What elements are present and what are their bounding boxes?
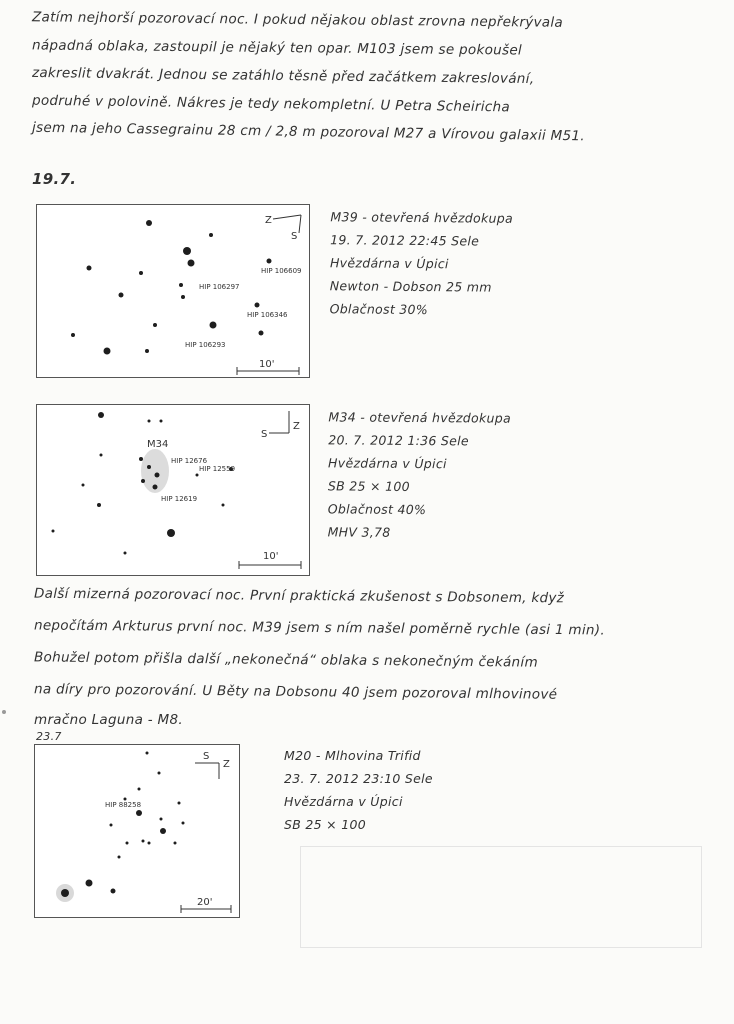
orientation-label: Z (223, 759, 230, 770)
middle-line: na díry pro pozorování. U Běty na Dobsonu 40 jsem pozoroval mlhovinové (33, 681, 558, 703)
intro-line: podruhé v polovině. Nákres je tedy nekompletní. U Petra Scheiricha (31, 92, 511, 116)
star (259, 331, 264, 336)
info-line: M39 - otevřená hvězdokupa (330, 209, 514, 226)
star (146, 752, 149, 755)
star (188, 260, 195, 267)
star-label: HIP 88258 (105, 801, 142, 809)
sketch-m20 (34, 744, 240, 918)
date-heading: 19.7. (32, 170, 77, 188)
star (160, 818, 163, 821)
star (158, 772, 161, 775)
star (148, 420, 151, 423)
star (124, 552, 127, 555)
orientation-arrows (195, 751, 230, 779)
middle-line: mračno Laguna - M8. (34, 712, 183, 728)
star (183, 247, 191, 255)
orientation-arrows (265, 215, 301, 242)
info-line: MHV 3,78 (327, 524, 391, 540)
scale-label: 20' (197, 897, 213, 908)
info-line: Hvězdárna v Úpici (284, 794, 403, 809)
star (181, 295, 185, 299)
info-line: Hvězdárna v Úpici (328, 455, 447, 472)
star-label: HIP 12619 (161, 495, 198, 503)
star-label: HIP 106293 (185, 341, 226, 349)
star (155, 473, 160, 478)
scale-label: 10' (259, 359, 275, 370)
star (145, 349, 149, 353)
orientation-arrows (261, 411, 300, 440)
scale-bar (239, 551, 301, 569)
star (209, 233, 213, 237)
info-line: Newton - Dobson 25 mm (329, 278, 492, 295)
star (160, 828, 166, 834)
star (142, 840, 145, 843)
star (118, 856, 121, 859)
info-line: SB 25 × 100 (284, 817, 366, 832)
star (182, 822, 185, 825)
star (82, 484, 85, 487)
star (141, 479, 145, 483)
star (160, 420, 163, 423)
star (147, 465, 151, 469)
info-line: Oblačnost 40% (327, 501, 427, 518)
star (153, 485, 158, 490)
star (86, 880, 93, 887)
star-label: HIP 106297 (199, 283, 240, 291)
star (167, 529, 175, 537)
info-line: M34 - otevřená hvězdokupa (328, 409, 512, 426)
scale-label: 10' (263, 551, 279, 562)
star (138, 788, 141, 791)
star (52, 530, 55, 533)
middle-line: Další mizerná pozorovací noc. První praktická zkušenost s Dobsonem, když (33, 585, 565, 607)
star (210, 322, 217, 329)
info-line: SB 25 × 100 (327, 478, 410, 494)
star (98, 412, 104, 418)
star (179, 283, 183, 287)
star (87, 266, 92, 271)
star-field (35, 745, 239, 917)
info-line: 23. 7. 2012 23:10 Sele (284, 771, 433, 786)
bleed-through-box (300, 846, 702, 948)
intro-line: Zatím nejhorší pozorovací noc. I pokud nějakou oblast zrovna nepřekrývala (31, 9, 564, 31)
star (71, 333, 75, 337)
orientation-label: S (261, 429, 268, 440)
star (146, 220, 152, 226)
paper-mark (2, 710, 6, 714)
info-line: 19. 7. 2012 22:45 Sele (330, 232, 480, 249)
star (136, 810, 142, 816)
star-label: HIP 106346 (247, 311, 288, 319)
star-label: HIP 106609 (261, 267, 302, 275)
scale-bar (181, 897, 231, 913)
star (139, 271, 143, 275)
star-field (37, 205, 309, 377)
star (196, 474, 199, 477)
middle-line: nepočítám Arkturus první noc. M39 jsem s ním našel poměrně rychle (asi 1 min). (33, 617, 606, 639)
star (139, 457, 143, 461)
star (148, 842, 151, 845)
info-line: 20. 7. 2012 1:36 Sele (328, 432, 469, 449)
star (110, 824, 113, 827)
star (111, 889, 116, 894)
star (255, 303, 260, 308)
sketch-m34 (36, 404, 310, 576)
star (267, 259, 272, 264)
star (178, 802, 181, 805)
star (61, 889, 69, 897)
sketch-m39 (36, 204, 310, 378)
intro-line: jsem na jeho Cassegrainu 28 cm / 2,8 m pozoroval M27 a Vírovou galaxii M51. (31, 119, 586, 145)
info-line: M20 - Mlhovina Trifid (284, 748, 421, 763)
orientation-label: S (291, 231, 298, 242)
orientation-label: S (203, 751, 210, 762)
star-field (37, 405, 309, 575)
star (104, 348, 111, 355)
star (119, 293, 124, 298)
observation-info-m34 (328, 405, 512, 544)
star (222, 504, 225, 507)
star (174, 842, 177, 845)
star (97, 503, 101, 507)
middle-line: Bohužel potom přišla další „nekonečná“ oblaka s nekonečným čekáním (33, 649, 539, 671)
star-label: HIP 12676 (171, 457, 208, 465)
intro-line: nápadná oblaka, zastoupil je nějaký ten opar. M103 jsem se pokoušel (31, 37, 523, 59)
observation-info-m20 (284, 744, 433, 836)
info-line: Hvězdárna v Úpici (329, 255, 449, 272)
intro-line: zakreslit dvakrát. Jednou se zatáhlo těsně před začátkem zakreslování, (31, 64, 535, 88)
star (153, 323, 157, 327)
date-heading: 23.7 (36, 730, 62, 743)
scale-bar (237, 359, 299, 375)
observation-info-m39 (330, 205, 514, 322)
info-line: Oblačnost 30% (329, 301, 429, 318)
star (126, 842, 129, 845)
star-label: HIP 12559 (199, 465, 236, 473)
orientation-label: Z (265, 215, 272, 226)
object-label: M34 (147, 439, 169, 450)
star (100, 454, 103, 457)
orientation-label: Z (293, 421, 300, 432)
